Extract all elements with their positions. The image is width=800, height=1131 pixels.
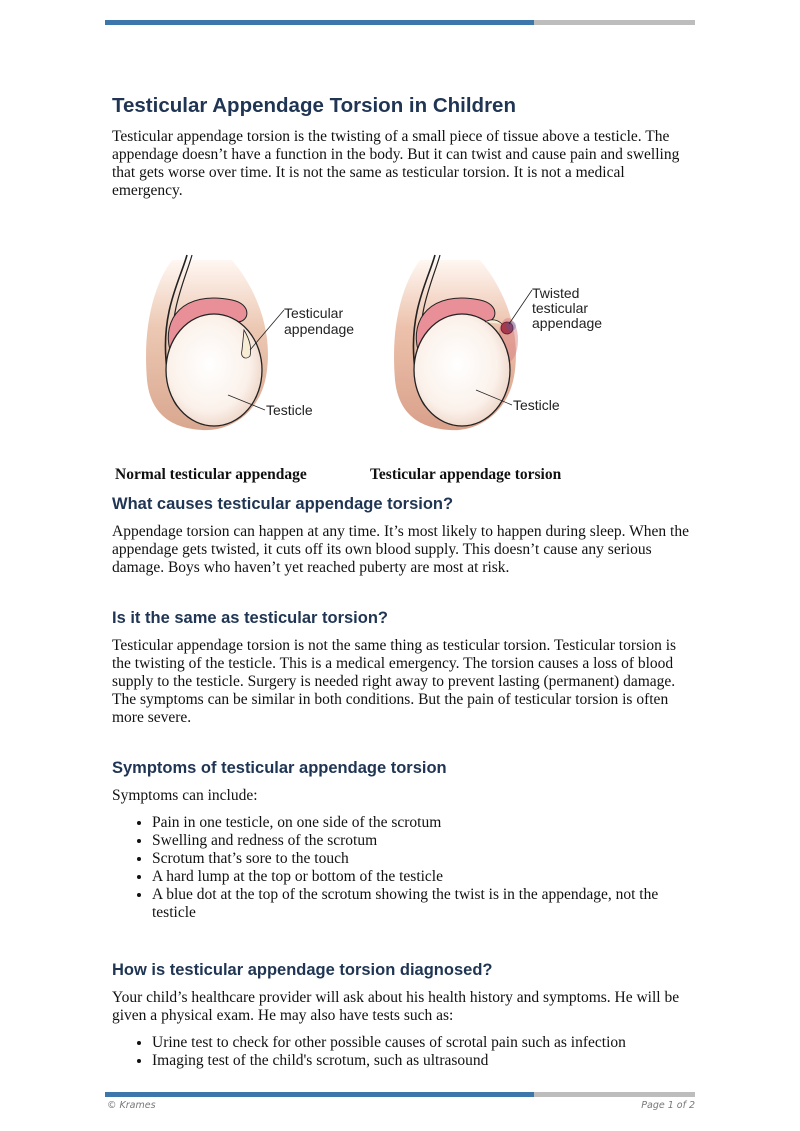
list-item: • A blue dot at the top of the scrotum showing the twist is in the appendage, not the testicle bbox=[152, 886, 692, 922]
list-item: • A hard lump at the top or bottom of the testicle bbox=[152, 868, 692, 886]
section-symptoms bbox=[112, 758, 692, 922]
section-diagnosis bbox=[112, 960, 692, 1070]
section-heading: How is testicular appendage torsion diagnosed? bbox=[112, 961, 493, 979]
svg-text:appendage: appendage bbox=[284, 321, 355, 337]
section-body: Your child’s healthcare provider will ask about his health history and symptoms. He will be given a physical exam. He may also have tests such as: bbox=[112, 989, 680, 1024]
tests-list bbox=[112, 1034, 692, 1070]
svg-text:testicular: testicular bbox=[532, 300, 589, 316]
footer-progress-bar bbox=[105, 1092, 695, 1097]
header-progress-bar bbox=[105, 20, 695, 25]
svg-text:Twisted: Twisted bbox=[532, 285, 580, 301]
symptoms-list bbox=[112, 814, 692, 922]
section-causes bbox=[112, 494, 692, 577]
caption-normal: Normal testicular appendage bbox=[115, 466, 307, 483]
section-heading: Symptoms of testicular appendage torsion bbox=[112, 759, 447, 777]
section-heading: What causes testicular appendage torsion? bbox=[112, 495, 454, 513]
svg-text:appendage: appendage bbox=[532, 315, 603, 331]
section-body: Symptoms can include: bbox=[112, 787, 258, 804]
list-item: • Imaging test of the child's scrotum, such as ultrasound bbox=[152, 1052, 692, 1070]
footer-bar-empty bbox=[534, 1092, 695, 1097]
intro-paragraph: Testicular appendage torsion is the twisting of a small piece of tissue above a testicle. The appendage doesn’t have a function in the body. But it can twist and cause pain and swelling that gets worse over time. It is not the same as testicular torsion. It is not a medical emergency. bbox=[112, 128, 680, 199]
caption-torsion: Testicular appendage torsion bbox=[370, 466, 562, 483]
svg-text:Testicle: Testicle bbox=[513, 397, 560, 413]
copyright-text: © Krames bbox=[107, 1100, 156, 1111]
page-footer bbox=[107, 1100, 695, 1111]
header-bar-filled bbox=[105, 20, 534, 25]
page-title: Testicular Appendage Torsion in Children bbox=[112, 94, 516, 117]
illustration-figure bbox=[112, 250, 692, 483]
svg-text:Testicular: Testicular bbox=[284, 305, 344, 321]
section-body: Appendage torsion can happen at any time. It’s most likely to happen during sleep. When the appendage gets twisted, it cuts off its own blood supply. This doesn’t cause any serious damage. Boys who haven’t yet reached puberty are most at risk. bbox=[112, 523, 689, 576]
list-item: • Scrotum that’s sore to the touch bbox=[152, 850, 692, 868]
normal-appendage-illustration bbox=[132, 250, 382, 440]
header-bar-empty bbox=[534, 20, 695, 25]
page-number: Page 1 of 2 bbox=[641, 1100, 695, 1111]
section-body: Testicular appendage torsion is not the same thing as testicular torsion. Testicular torsion is the twisting of the testicle. This is a medical emergency. The torsion causes a loss of blood supply to the testicle. Surgery is needed right away to prevent lasting (permanent) damage. The symptoms can be similar in both conditions. But the pain of testicular torsion is often more severe. bbox=[112, 637, 677, 726]
svg-text:Testicle: Testicle bbox=[266, 402, 313, 418]
section-heading: Is it the same as testicular torsion? bbox=[112, 609, 389, 627]
twisted-appendage-illustration bbox=[380, 250, 630, 440]
list-item: • Urine test to check for other possible causes of scrotal pain such as infection bbox=[152, 1034, 692, 1052]
list-item: • Pain in one testicle, on one side of the scrotum bbox=[152, 814, 692, 832]
list-item: • Swelling and redness of the scrotum bbox=[152, 832, 692, 850]
document-content bbox=[112, 94, 692, 1069]
section-same-as-torsion bbox=[112, 608, 692, 727]
footer-bar-filled bbox=[105, 1092, 534, 1097]
